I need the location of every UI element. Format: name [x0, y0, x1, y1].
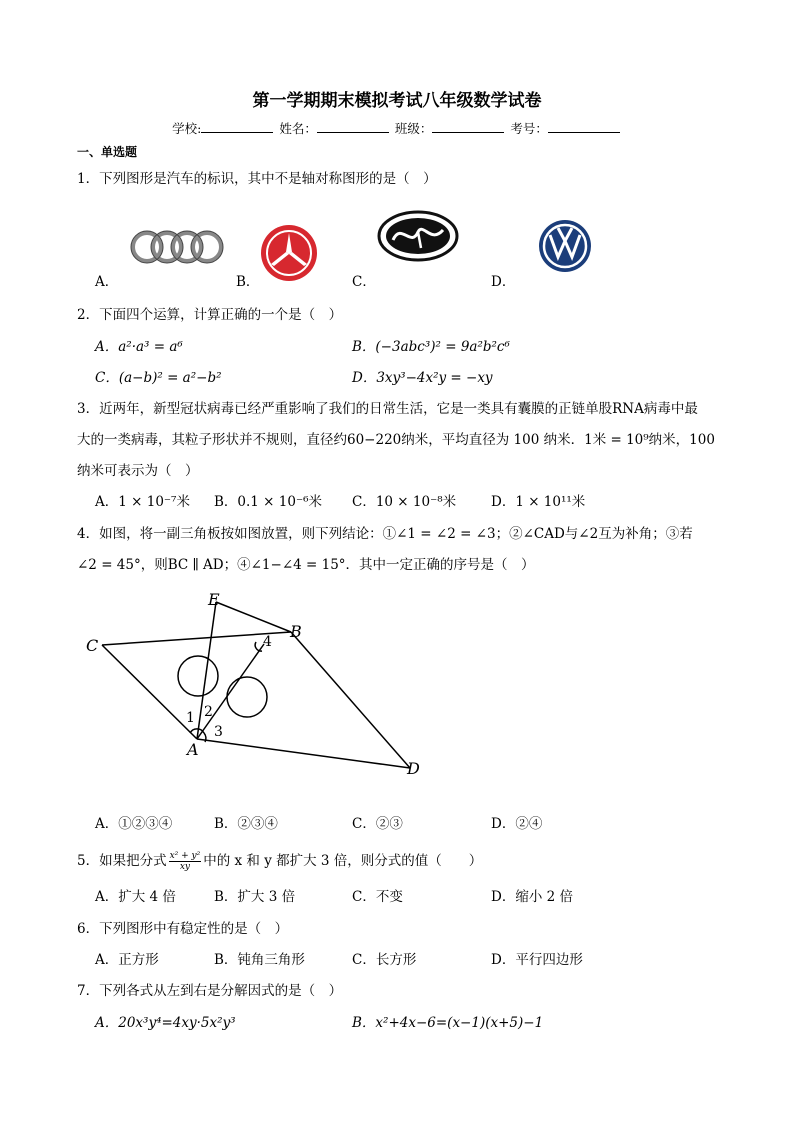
q5-pre: 5．如果把分式: [77, 853, 167, 869]
student-info-line: [0, 119, 794, 137]
q4-option-a[interactable]: A．①②③④: [95, 816, 173, 832]
class-blank[interactable]: [432, 120, 504, 133]
q4-line2: ∠2 = 45°，则BC ∥ AD；④∠1−∠4 = 15°．其中一定正确的序号是（ ）: [77, 557, 535, 573]
q5-denominator: xy: [179, 862, 190, 872]
q6-stem: 6．下列图形中有稳定性的是（ ）: [77, 921, 289, 937]
name-blank[interactable]: [317, 120, 389, 133]
q3-line3: 纳米可表示为（ ）: [77, 463, 199, 479]
q6-option-d[interactable]: D．平行四边形: [491, 952, 583, 968]
q4-option-b[interactable]: B．②③④: [214, 816, 278, 832]
q1-option-b[interactable]: B．: [236, 274, 260, 290]
q3-option-d[interactable]: D．1 × 10¹¹米: [491, 494, 586, 510]
q5-numerator: x² + y²: [169, 851, 201, 861]
label-c: C: [86, 636, 99, 655]
q5-option-a[interactable]: A．扩大 4 倍: [95, 889, 176, 905]
q7-option-b[interactable]: B．x²+4x−6=(x−1)(x+5)−1: [352, 1015, 544, 1031]
q2-option-d[interactable]: D．3xy³−4x²y = −xy: [352, 370, 493, 386]
label-a: A: [187, 740, 199, 759]
q4-option-c[interactable]: C．②③: [352, 816, 403, 832]
triangle-figure: [80, 585, 430, 785]
q4-line1: 4．如图，将一副三角板按如图放置，则下列结论：①∠1 = ∠2 = ∠3；②∠CAD与∠2互为补角；③若: [77, 526, 693, 542]
q4-option-d[interactable]: D．②④: [491, 816, 543, 832]
q2-option-b[interactable]: B．(−3abc³)² = 9a²b²c⁶: [352, 339, 510, 355]
q5-fraction: [169, 851, 202, 872]
mercedes-logo-icon: [260, 224, 318, 282]
q1-stem: 1．下列图形是汽车的标识，其中不是轴对称图形的是（ ）: [77, 171, 437, 187]
q1-option-a[interactable]: A．: [95, 274, 119, 290]
q3-line2: 大的一类病毒，其粒子形状并不规则，直径约60−220纳米，平均直径为 100 纳米．1米 = 10⁹纳米，100: [77, 432, 715, 448]
q2-option-c[interactable]: C．(a−b)² = a²−b²: [95, 370, 222, 386]
name-label: 姓名：: [279, 121, 317, 136]
q7-stem: 7．下列各式从左到右是分解因式的是（ ）: [77, 983, 343, 999]
number-blank[interactable]: [548, 120, 620, 133]
angle-label-2: 2: [204, 704, 213, 720]
q5-post: 中的 x 和 y 都扩大 3 倍，则分式的值（ ）: [203, 853, 483, 869]
page-title: 第一学期期末模拟考试八年级数学试卷: [252, 91, 542, 111]
angle-label-1: 1: [186, 710, 195, 726]
q6-option-b[interactable]: B．钝角三角形: [214, 952, 305, 968]
number-label: 考号：: [510, 121, 548, 136]
q6-option-a[interactable]: A．正方形: [95, 952, 159, 968]
q6-option-c[interactable]: C．长方形: [352, 952, 417, 968]
class-label: 班级：: [394, 121, 433, 136]
q5-option-c[interactable]: C．不变: [352, 889, 403, 905]
q3-option-c[interactable]: C．10 × 10⁻⁸米: [352, 494, 457, 510]
q3-line1: 3．近两年，新型冠状病毒已经严重影响了我们的日常生活，它是一类具有囊膜的正链单股RNA病毒中最: [77, 401, 698, 417]
q2-option-a[interactable]: A．a²·a³ = a⁶: [95, 339, 183, 355]
q1-option-d[interactable]: D．: [491, 274, 516, 290]
angle-label-3: 3: [214, 724, 223, 740]
faw-logo-icon: [377, 210, 459, 262]
q3-option-b[interactable]: B．0.1 × 10⁻⁶米: [214, 494, 322, 510]
audi-logo-icon: [130, 228, 226, 266]
label-e: E: [208, 590, 220, 609]
school-blank[interactable]: [201, 120, 273, 133]
q5-option-d[interactable]: D．缩小 2 倍: [491, 889, 573, 905]
q3-option-a[interactable]: A．1 × 10⁻⁷米: [95, 494, 190, 510]
q7-option-a[interactable]: A．20x³y⁴=4xy·5x²y³: [95, 1015, 236, 1031]
q1-option-c[interactable]: C．: [352, 274, 376, 290]
q5-stem: [77, 849, 482, 872]
angle-label-4: 4: [263, 634, 272, 650]
school-label: 学校:: [172, 121, 202, 136]
q5-option-b[interactable]: B．扩大 3 倍: [214, 889, 296, 905]
volkswagen-logo-icon: [538, 219, 592, 273]
q2-stem: 2．下面四个运算，计算正确的一个是（ ）: [77, 307, 343, 323]
section-heading: 一、单选题: [77, 145, 138, 159]
label-b: B: [290, 622, 302, 641]
label-d: D: [407, 759, 420, 778]
